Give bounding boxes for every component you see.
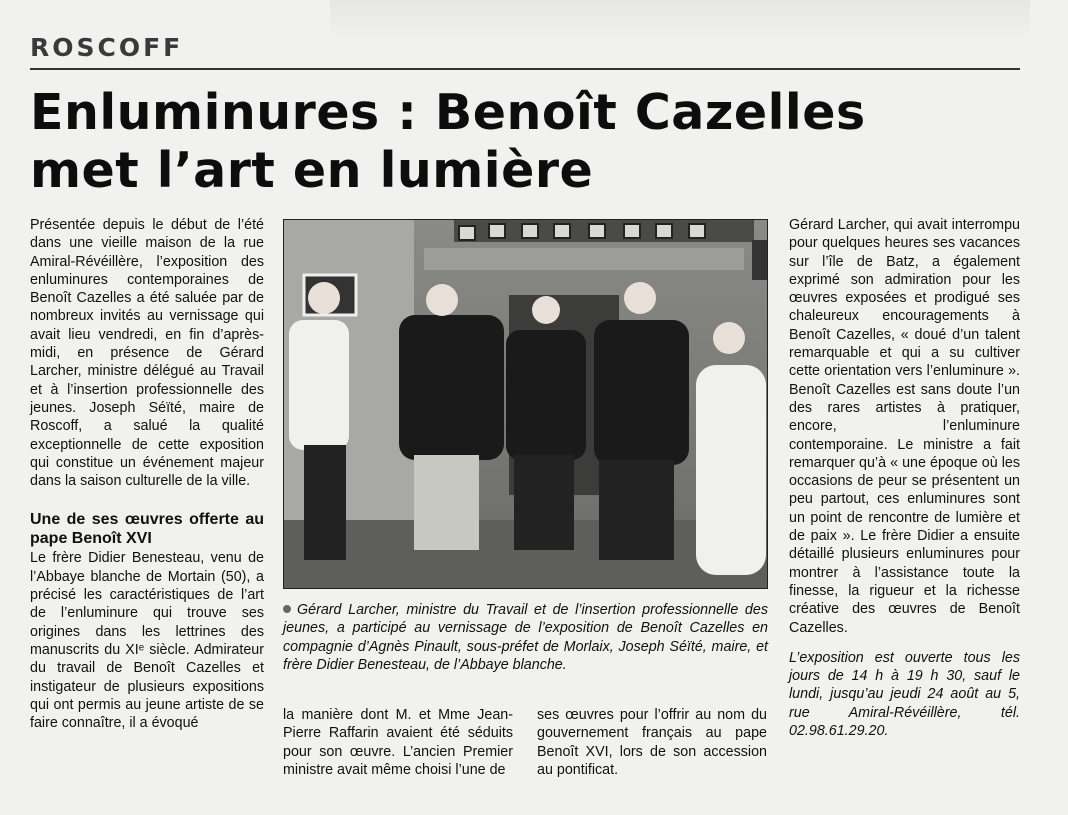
photo-caption <box>283 601 768 675</box>
article-column-4 <box>789 216 1020 740</box>
exhibition-info: L’exposition est ouverte tous les jours de 14 h à 19 h 30, sauf le lundi, jusqu’au jeudi 24 août au 5, rue Amiral-Révéillère, tél. 02.98.61.29.20. <box>789 649 1020 740</box>
photo-illustration <box>284 220 767 588</box>
event-photo <box>283 219 768 589</box>
article-headline <box>30 84 1030 200</box>
caption-text: Gérard Larcher, ministre du Travail et de l’insertion professionnelle des jeunes, a participé au vernissage de l’exposition de Benoît Cazelles en compagnie d’Agnès Pinault, sous-préfet de Morlaix, Joseph Séïté, maire, et frère Didier Benesteau, de l’Abbaye blanche. <box>283 602 768 674</box>
article-subhead: Une de ses œuvres offerte au pape Benoît XVI <box>30 511 264 548</box>
article-column-1 <box>30 216 264 732</box>
bullet-icon <box>283 605 291 613</box>
rubric-rule <box>30 68 1020 70</box>
body-paragraph: Le frère Didier Benesteau, venu de l’Abbaye blanche de Mortain (50), a précisé les caractéristiques de l’art de l’enluminure qui trouve ses origines dans les lettrines des manuscrits du XIᵉ siècle. Admirateur du travail de Benoît Cazelles et instigateur de plusieurs expositions qui ont permis au jeune artiste de se faire connaître, il a évoqué <box>30 550 264 732</box>
article-column-2 <box>283 706 513 779</box>
article-column-3 <box>537 706 767 779</box>
body-paragraph: ses œuvres pour l’offrir au nom du gouvernement français au pape Benoît XVI, lors de son accession au pontificat. <box>537 707 767 778</box>
headline-line-2: met l’art en lumière <box>30 142 594 199</box>
section-rubric: ROSCOFF <box>30 33 184 62</box>
page-edge-shadow <box>330 0 1030 40</box>
headline-line-1: Enluminures : Benoît Cazelles <box>30 84 866 141</box>
intro-paragraph: Présentée depuis le début de l’été dans une vieille maison de la rue Amiral-Révéillère, l’exposition des enluminures contemporaines de Benoît Cazelles a été saluée par de nombreux invités au vernissage qui avait lieu vendredi, en fin d’après-midi, en présence de Gérard Larcher, ministre délégué au Travail et à l’insertion professionnelle des jeunes. Joseph Séïté, maire de Roscoff, a salué la qualité exceptionnelle de cette exposition qui constitue un événement majeur dans la saison culturelle de la ville. <box>30 217 264 490</box>
body-paragraph: Gérard Larcher, qui avait interrompu pour quelques heures ses vacances sur l’île de Batz, a également exprimé son admiration pour les œuvres exposées et prodigué ses chaleureux encouragements à Benoît Cazelles, « doué d’un talent remarquable et qui a su cultiver cette orientation vers l’enluminure ». Benoît Cazelles est sans doute l’un des rares artistes à pratiquer, encore, l’enluminure contemporaine. Le ministre a fait remarquer qu’à « une époque où les occasions de peur se présentent un peu partout, ces enluminures sont un point de rencontre de lumière et de paix ». Le frère Didier a ensuite détaillé plusieurs enluminures pour montrer à l’assistance toute la finesse, la rigueur et la richesse créative des œuvres de Benoît Cazelles. <box>789 217 1020 636</box>
body-paragraph: la manière dont M. et Mme Jean-Pierre Raffarin avaient été séduits pour son œuvre. L’ancien Premier ministre avait même choisi l’une de <box>283 707 513 778</box>
